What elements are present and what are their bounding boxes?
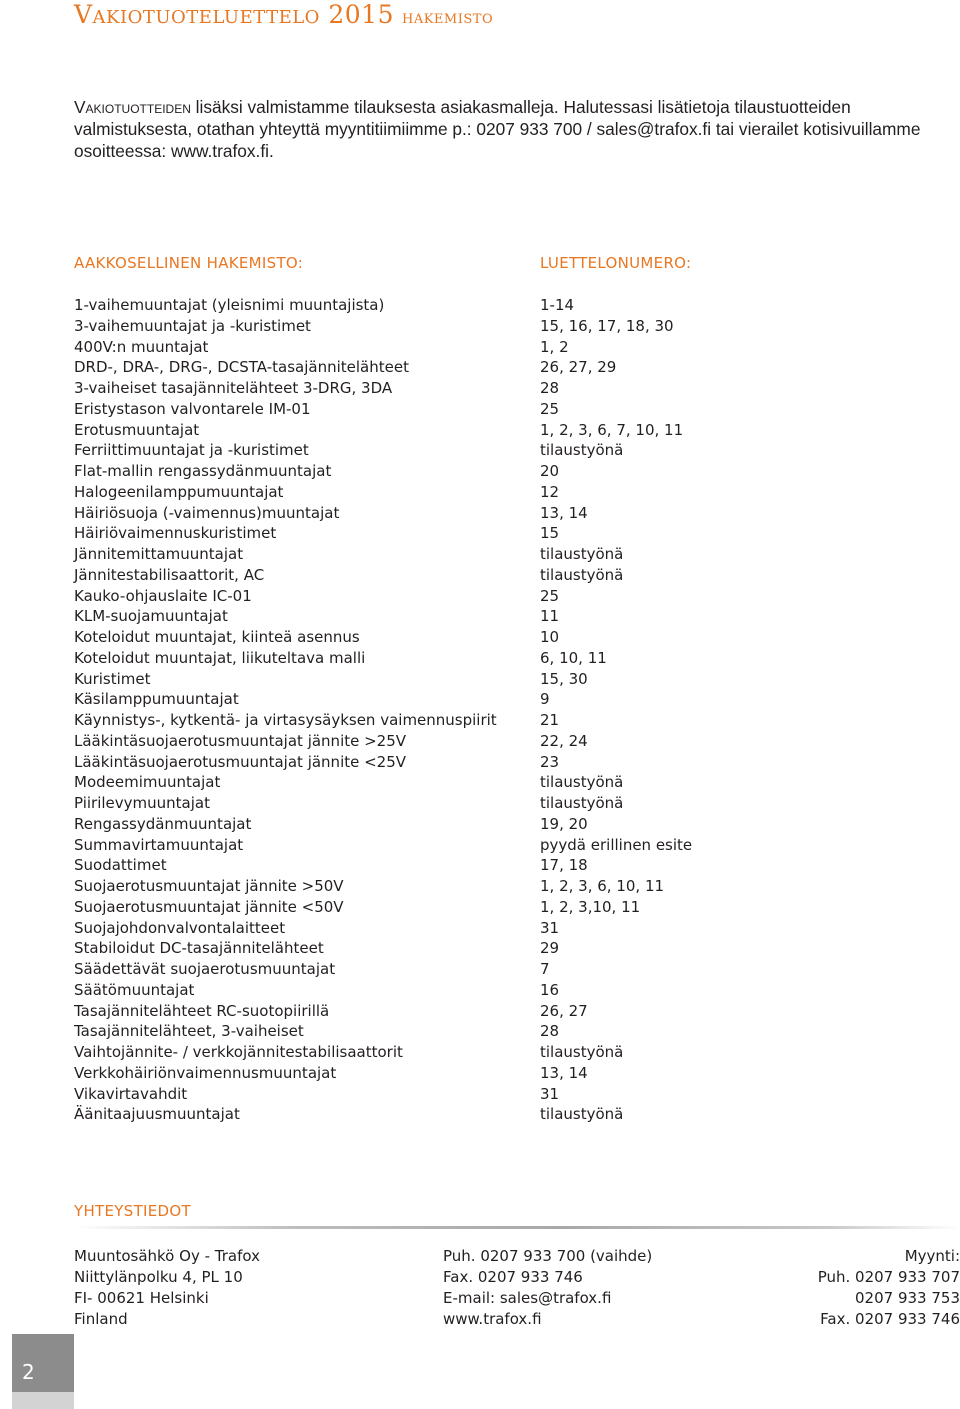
- index-item-catalog-number: 26, 27, 29: [540, 358, 617, 377]
- index-item-name: Suojaerotusmuuntajat jännite <50V: [74, 897, 344, 916]
- index-item-catalog-number: 26, 27: [540, 1001, 588, 1020]
- company-line: Niittylänpolku 4, PL 10: [74, 1268, 243, 1286]
- index-item-name: KLM-suojamuuntajat: [74, 607, 228, 626]
- index-item-catalog-number: 22, 24: [540, 731, 588, 750]
- index-row: [74, 918, 960, 939]
- index-item-catalog-number: 15: [540, 524, 560, 543]
- index-row: [74, 565, 960, 586]
- index-item-name: Suojajohdonvalvontalaitteet: [74, 918, 286, 937]
- index-row: [74, 1042, 960, 1063]
- contact-company: [74, 1246, 260, 1330]
- index-item-catalog-number: 21: [540, 711, 560, 729]
- index-item-catalog-number: tilaustyönä: [540, 545, 624, 563]
- company-line: Muuntosähkö Oy - Trafox: [74, 1247, 260, 1265]
- index-row: [74, 482, 960, 503]
- index-row: [74, 523, 960, 544]
- index-row: [74, 980, 960, 1001]
- index-item-name: 3-vaiheiset tasajännitelähteet 3-DRG, 3DA: [74, 379, 393, 397]
- index-row: [74, 1001, 960, 1022]
- index-item-catalog-number: 13, 14: [540, 1063, 588, 1082]
- index-item-catalog-number: 28: [540, 1022, 560, 1041]
- index-row: [74, 503, 960, 524]
- index-row: [74, 959, 960, 980]
- index-item-catalog-number: tilaustyönä: [540, 1043, 624, 1061]
- index-item-name: Stabiloidut DC-tasajännitelähteet: [74, 939, 324, 958]
- index-item-catalog-number: tilaustyönä: [540, 1105, 624, 1124]
- index-row: [74, 648, 960, 669]
- index-item-name: Ferriittimuuntajat ja -kuristimet: [74, 441, 309, 460]
- website-link[interactable]: www.trafox.fi: [443, 1310, 542, 1328]
- index-item-name: Koteloidut muuntajat, kiinteä asennus: [74, 628, 360, 646]
- index-item-catalog-number: 20: [540, 462, 560, 480]
- index-header-left: AAKKOSELLINEN HAKEMISTO:: [74, 254, 304, 272]
- contact-general: [443, 1246, 652, 1330]
- index-row: [74, 1084, 960, 1105]
- intro-lead: Vakiotuotteiden: [74, 97, 191, 117]
- index-item-name: Kuristimet: [74, 669, 151, 688]
- index-row: [74, 772, 960, 793]
- index-row: [74, 814, 960, 835]
- index-item-name: Lääkintäsuojaerotusmuuntajat jännite >25V: [74, 731, 407, 750]
- index-item-name: 400V:n muuntajat: [74, 337, 209, 356]
- index-item-name: Käsilamppumuuntajat: [74, 690, 239, 709]
- index-item-catalog-number: pyydä erillinen esite: [540, 835, 693, 854]
- index-row: [74, 1063, 960, 1084]
- index-item-name: 3-vaihemuuntajat ja -kuristimet: [74, 316, 311, 335]
- catalog-subtitle: hakemisto: [402, 6, 494, 28]
- index-row: [74, 1104, 960, 1125]
- index-item-name: Kauko-ohjauslaite IC-01: [74, 586, 252, 605]
- index-row: [74, 938, 960, 959]
- index-item-name: Flat-mallin rengassydänmuuntajat: [74, 462, 332, 480]
- index-item-catalog-number: 31: [540, 1084, 560, 1103]
- index-item-catalog-number: 7: [540, 960, 550, 978]
- index-item-name: Erotusmuuntajat: [74, 420, 200, 439]
- index-item-catalog-number: tilaustyönä: [540, 773, 624, 792]
- index-row: [74, 606, 960, 627]
- index-row: [74, 544, 960, 565]
- index-item-catalog-number: 1, 2: [540, 337, 569, 356]
- contact-divider: [74, 1226, 960, 1229]
- index-item-name: Suodattimet: [74, 856, 167, 875]
- index-item-name: Tasajännitelähteet, 3-vaiheiset: [74, 1022, 304, 1041]
- index-item-name: Piirilevymuuntajat: [74, 794, 210, 812]
- index-item-catalog-number: 28: [540, 379, 560, 397]
- index-item-name: Äänitaajuusmuuntajat: [74, 1105, 240, 1124]
- index-row: [74, 316, 960, 337]
- index-item-catalog-number: 1, 2, 3, 6, 7, 10, 11: [540, 420, 684, 439]
- index-item-name: Vikavirtavahdit: [74, 1084, 188, 1103]
- index-row: [74, 357, 960, 378]
- sales-label: Myynti:: [904, 1247, 960, 1265]
- index-item-name: Säätömuuntajat: [74, 980, 195, 999]
- index-item-catalog-number: 25: [540, 399, 560, 418]
- index-item-name: Jännitestabilisaattorit, AC: [74, 565, 265, 584]
- index-item-catalog-number: tilaustyönä: [540, 565, 624, 584]
- company-line: Finland: [74, 1310, 128, 1328]
- index-item-catalog-number: 1-14: [540, 296, 575, 314]
- index-item-name: Säädettävät suojaerotusmuuntajat: [74, 960, 336, 978]
- index-item-name: Häiriövaimennuskuristimet: [74, 524, 277, 543]
- index-item-name: Jännitemittamuuntajat: [74, 545, 244, 563]
- index-item-catalog-number: 25: [540, 586, 560, 605]
- index-row: [74, 420, 960, 441]
- index-item-name: DRD-, DRA-, DRG-, DCSTA-tasajännitelähteet: [74, 358, 409, 377]
- index-item-catalog-number: tilaustyönä: [540, 441, 624, 460]
- index-row: [74, 835, 960, 856]
- index-item-catalog-number: tilaustyönä: [540, 794, 624, 812]
- intro-text: lisäksi valmistamme tilauksesta asiakasmalleja. Halutessasi lisätietoja tilaustuotteiden valmistuksesta, otathan yhteyttä myyntitiimiimme p.: 0207 933 700 / sales@trafox.fi tai vierailet kotisivuillamme osoitteessa: www.trafox.fi.: [74, 97, 921, 161]
- contact-sales: [818, 1246, 960, 1330]
- index-row: [74, 752, 960, 773]
- index-item-catalog-number: 1, 2, 3,10, 11: [540, 897, 641, 916]
- index-item-name: Lääkintäsuojaerotusmuuntajat jännite <25V: [74, 752, 407, 771]
- index-row: [74, 897, 960, 918]
- index-row: [74, 399, 960, 420]
- sales-phone-2: 0207 933 753: [855, 1289, 960, 1307]
- index-row: [74, 731, 960, 752]
- index-row: [74, 378, 960, 399]
- index-item-name: Tasajännitelähteet RC-suotopiirillä: [74, 1001, 330, 1020]
- intro-paragraph: [74, 96, 960, 162]
- index-item-catalog-number: 6, 10, 11: [540, 648, 607, 667]
- index-item-name: Verkkohäiriönvaimennusmuuntajat: [74, 1063, 337, 1082]
- general-email[interactable]: E-mail: sales@trafox.fi: [443, 1289, 612, 1307]
- index-item-name: Eristystason valvontarele IM-01: [74, 399, 311, 418]
- page-number: 2: [22, 1360, 35, 1384]
- index-item-catalog-number: 9: [540, 690, 550, 709]
- index-item-catalog-number: 15, 16, 17, 18, 30: [540, 316, 674, 335]
- index-header-right: LUETTELONUMERO:: [540, 254, 692, 272]
- index-row: [74, 689, 960, 710]
- index-row: [74, 669, 960, 690]
- catalog-title: Vakiotuoteluettelo 2015: [74, 0, 394, 29]
- index-item-catalog-number: 31: [540, 918, 560, 937]
- index-item-catalog-number: 15, 30: [540, 669, 588, 688]
- index-item-name: 1-vaihemuuntajat (yleisnimi muuntajista): [74, 296, 385, 314]
- index-item-name: Rengassydänmuuntajat: [74, 814, 252, 833]
- company-line: FI- 00621 Helsinki: [74, 1289, 209, 1307]
- index-row: [74, 876, 960, 897]
- page-title: [74, 0, 493, 32]
- index-row: [74, 295, 960, 316]
- index-item-name: Halogeenilamppumuuntajat: [74, 482, 284, 501]
- index-item-catalog-number: 17, 18: [540, 856, 588, 875]
- index-row: [74, 461, 960, 482]
- index-row: [74, 586, 960, 607]
- sales-fax: Fax. 0207 933 746: [820, 1310, 960, 1328]
- index-item-name: Häiriösuoja (-vaimennus)muuntajat: [74, 503, 340, 522]
- index-item-catalog-number: 13, 14: [540, 503, 588, 522]
- index-item-catalog-number: 11: [540, 607, 560, 626]
- index-row: [74, 793, 960, 814]
- index-item-name: Modeemimuuntajat: [74, 773, 221, 792]
- index-row: [74, 337, 960, 358]
- index-item-name: Käynnistys-, kytkentä- ja virtasysäyksen vaimennuspiirit: [74, 711, 497, 729]
- index-item-name: Summavirtamuuntajat: [74, 835, 244, 854]
- index-item-name: Vaihtojännite- / verkkojännitestabilisaattorit: [74, 1043, 403, 1061]
- index-row: [74, 855, 960, 876]
- alphabetical-index: [74, 295, 960, 1125]
- index-item-catalog-number: 16: [540, 980, 560, 999]
- index-row: [74, 440, 960, 461]
- index-item-catalog-number: 23: [540, 752, 560, 771]
- general-phone: Puh. 0207 933 700 (vaihde): [443, 1247, 653, 1265]
- contact-title: YHTEYSTIEDOT: [74, 1202, 191, 1220]
- index-item-catalog-number: 12: [540, 482, 560, 501]
- index-row: [74, 710, 960, 731]
- index-row: [74, 627, 960, 648]
- index-row: [74, 1021, 960, 1042]
- index-item-name: Suojaerotusmuuntajat jännite >50V: [74, 877, 344, 895]
- general-fax: Fax. 0207 933 746: [443, 1268, 583, 1286]
- index-item-catalog-number: 19, 20: [540, 814, 588, 833]
- sales-phone: Puh. 0207 933 707: [817, 1268, 960, 1286]
- index-item-name: Koteloidut muuntajat, liikuteltava malli: [74, 648, 366, 667]
- index-item-catalog-number: 1, 2, 3, 6, 10, 11: [540, 877, 665, 895]
- index-item-catalog-number: 29: [540, 939, 560, 958]
- index-item-catalog-number: 10: [540, 628, 560, 646]
